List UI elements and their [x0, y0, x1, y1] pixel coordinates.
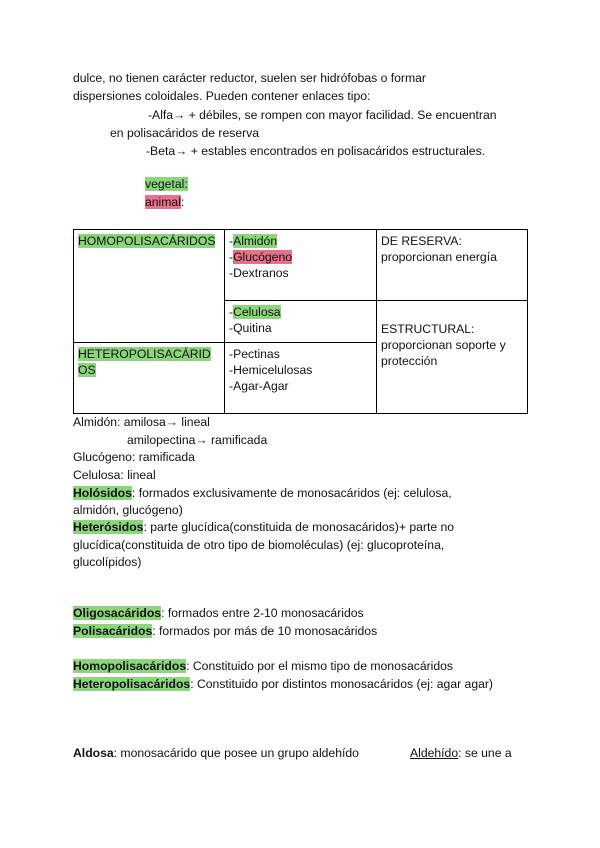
vegetal-highlight: vegetal	[145, 177, 185, 191]
hetero-examples-cell	[225, 343, 377, 414]
structural-function-cell	[377, 301, 528, 414]
reserve-function-cell	[377, 230, 528, 301]
legend-vegetal	[145, 176, 188, 193]
polisacaridos-term: Polisacáridos	[73, 624, 153, 638]
intro-line-2: dispersiones coloidales. Pueden contener enlaces tipo:	[73, 89, 371, 103]
glucogeno-item: Glucógeno	[233, 250, 293, 264]
heterosidos-text: : parte glucídica(constituida de monosacáridos)+ parte no	[143, 520, 455, 534]
polisacaridos-definition	[73, 623, 377, 640]
aldosa-term: Aldosa	[73, 746, 114, 760]
agar-item: Agar-Agar	[233, 379, 289, 393]
aldehido-term: Aldehído	[410, 746, 459, 760]
alfa-bond-line: -Alfa→ + débiles, se rompen con mayor facilidad. Se encuentran	[148, 108, 497, 122]
quitina-item: Quitina	[233, 321, 272, 335]
note-glucogeno: Glucógeno: ramificada	[73, 450, 195, 464]
heterosidos-definition-cont-1: glucídica(constituida de otro tipo de biomoléculas) (ej: glucoproteína,	[73, 538, 445, 552]
dash: -	[229, 305, 234, 319]
heteropolisacaridos-definition	[73, 676, 493, 693]
pectinas-item: Pectinas	[233, 347, 280, 361]
homopolisacaridos-term: Homopolisacáridos	[73, 659, 187, 673]
heteropolysaccharides-label: HETEROPOLISACÁRIDOS	[78, 347, 211, 377]
aldehido-text: : se une a	[458, 746, 512, 760]
almidon-item: Almidón	[233, 234, 278, 248]
alfa-bond-continuation: en polisacáridos de reserva	[110, 126, 260, 140]
heterosidos-definition	[73, 519, 454, 536]
beta-bond-line: -Beta→ + estables encontrados en polisacáridos estructurales.	[146, 144, 486, 158]
homopolisacaridos-definition	[73, 658, 453, 675]
note-almidon: Almidón: amilosa→ lineal	[73, 415, 210, 429]
animal-highlight: animal	[145, 195, 181, 209]
homopolysaccharides-cell	[74, 230, 225, 343]
note-amilopectina: amilopectina→ ramificada	[127, 433, 268, 447]
dextranos-item: Dextranos	[233, 266, 289, 280]
animal-colon: :	[180, 195, 185, 209]
structural-function-text: ESTRUCTURAL: proporcionan soporte y protección	[381, 322, 506, 368]
aldehido-definition	[410, 745, 512, 762]
reserve-examples-cell	[225, 230, 377, 301]
oligosacaridos-text: : formados entre 2-10 monosacáridos	[161, 606, 364, 620]
note-celulosa: Celulosa: lineal	[73, 468, 156, 482]
dash: -	[229, 234, 234, 248]
celulosa-item: Celulosa	[233, 305, 281, 319]
homopolysaccharides-label: HOMOPOLISACÁRIDOS	[78, 234, 216, 248]
dash: -	[229, 321, 234, 335]
heteropolisacaridos-term: Heteropolisacáridos	[73, 677, 191, 691]
homopolisacaridos-text: : Constituido por el mismo tipo de monosacáridos	[186, 659, 454, 673]
aldosa-definition	[73, 745, 359, 762]
aldosa-text: : monosacárido que posee un grupo aldehído	[113, 746, 359, 760]
vegetal-colon: :	[184, 177, 188, 191]
hemicelulosas-item: Hemicelulosas	[233, 363, 313, 377]
oligosacaridos-definition	[73, 605, 364, 622]
dash: -	[229, 347, 234, 361]
holosidos-definition-cont: almidón, glucógeno)	[73, 503, 183, 517]
dash: -	[229, 363, 234, 377]
polysaccharide-table	[73, 229, 528, 414]
structural-homo-examples-cell	[225, 301, 377, 343]
intro-line-1: dulce, no tienen carácter reductor, suelen ser hidrófobas o formar	[73, 71, 426, 85]
holosidos-definition	[73, 485, 452, 502]
polisacaridos-text: : formados por más de 10 monosacáridos	[152, 624, 378, 638]
heterosidos-definition-cont-2: glucolípidos)	[73, 555, 142, 569]
reserve-function-text: DE RESERVA: proporcionan energía	[381, 234, 497, 264]
heterosidos-term: Heterósidos	[73, 520, 144, 534]
heteropolysaccharides-cell	[74, 343, 225, 414]
oligosacaridos-term: Oligosacáridos	[73, 606, 162, 620]
dash: -	[229, 266, 234, 280]
dash: -	[229, 250, 234, 264]
dash: -	[229, 379, 234, 393]
legend-animal	[145, 194, 184, 211]
heteropolisacaridos-text: : Constituido por distintos monosacáridos (ej: agar agar)	[190, 677, 493, 691]
holosidos-term: Holósidos	[73, 486, 132, 500]
holosidos-text: : formados exclusivamente de monosacáridos (ej: celulosa,	[131, 486, 452, 500]
